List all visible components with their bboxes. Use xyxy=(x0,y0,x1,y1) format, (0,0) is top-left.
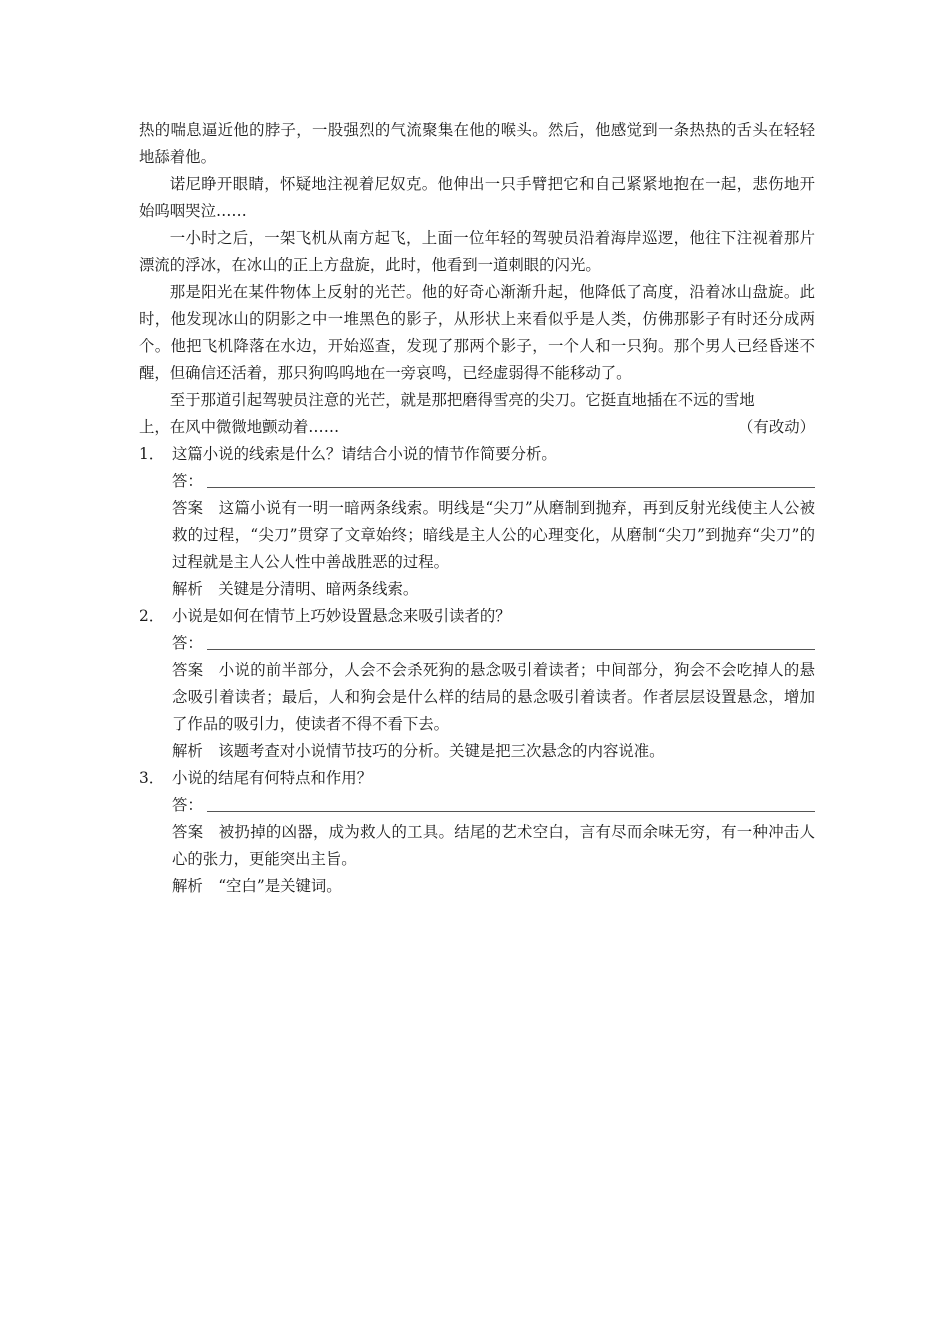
answer-underline xyxy=(207,811,815,812)
analysis-text: 该题考查对小说情节技巧的分析。关键是把三次悬念的内容说准。 xyxy=(218,742,665,760)
answer-tag: 答案 xyxy=(172,823,204,841)
analysis-tag: 解析 xyxy=(172,580,203,598)
answer-underline xyxy=(207,649,815,650)
answer-prefix: 答： xyxy=(172,472,203,490)
story-paragraph-3: 一小时之后，一架飞机从南方起飞，上面一位年轻的驾驶员沿着海岸巡逻，他往下注视着那片漂流的浮冰，在冰山的正上方盘旋，此时，他看到一道刺眼的闪光。 xyxy=(139,229,815,274)
answer-paragraph xyxy=(139,657,815,738)
source-note: （有改动） xyxy=(738,418,815,436)
question-text: 这篇小说的线索是什么？请结合小说的情节作简要分析。 xyxy=(172,445,557,463)
answer-text: 这篇小说有一明一暗两条线索。明线是“尖刀”从磨制到抛弃，再到反射光线使主人公被救的过程，“尖刀”贯穿了文章始终；暗线是主人公的心理变化，从磨制“尖刀”到抛弃“尖刀”的过程就是主人公人性中善战胜恶的过程。 xyxy=(172,499,815,571)
answer-prefix: 答： xyxy=(172,796,203,814)
question-number: 2． xyxy=(139,607,165,625)
analysis-paragraph xyxy=(139,873,815,900)
analysis-text: 关键是分清明、暗两条线索。 xyxy=(218,580,419,598)
question-1 xyxy=(139,441,815,603)
answer-underline xyxy=(207,487,815,488)
story-paragraph-2: 诺尼睁开眼睛，怀疑地注视着尼奴克。他伸出一只手臂把它和自己紧紧地抱在一起，悲伤地开始呜咽哭泣…… xyxy=(139,175,815,220)
answer-text: 小说的前半部分，人会不会杀死狗的悬念吸引着读者；中间部分，狗会不会吃掉人的悬念吸引着读者；最后，人和狗会是什么样的结局的悬念吸引着读者。作者层层设置悬念，增加了作品的吸引力，使读者不得不看下去。 xyxy=(172,661,815,733)
story-paragraph-4: 那是阳光在某件物体上反射的光芒。他的好奇心渐渐升起，他降低了高度，沿着冰山盘旋。此时，他发现冰山的阴影之中一堆黑色的影子，从形状上来看似乎是人类，仿佛那影子有时还分成两个。他把飞机降落在水边，开始巡查，发现了那两个影子，一个人和一只狗。那个男人已经昏迷不醒，但确信还活着，那只狗呜呜地在一旁哀鸣，已经虚弱得不能移动了。 xyxy=(139,283,815,382)
answer-text: 被扔掉的凶器，成为救人的工具。结尾的艺术空白，言有尽而余味无穷，有一种冲击人心的张力，更能突出主旨。 xyxy=(172,823,815,868)
analysis-paragraph xyxy=(139,576,815,603)
analysis-paragraph xyxy=(139,738,815,765)
document-page xyxy=(139,117,815,900)
question-number: 3． xyxy=(139,769,165,787)
answer-paragraph xyxy=(139,819,815,873)
answer-blank xyxy=(139,792,815,819)
question-text: 小说是如何在情节上巧妙设置悬念来吸引读者的？ xyxy=(172,607,511,625)
answer-tag: 答案 xyxy=(172,499,204,517)
answer-paragraph xyxy=(139,495,815,576)
question-2 xyxy=(139,603,815,765)
question-text: 小说的结尾有何特点和作用？ xyxy=(172,769,373,787)
analysis-text: “空白”是关键词。 xyxy=(218,877,342,895)
answer-blank xyxy=(139,468,815,495)
question-number: 1． xyxy=(139,445,165,463)
answer-prefix: 答： xyxy=(172,634,203,652)
analysis-tag: 解析 xyxy=(172,877,203,895)
story-paragraph-5-line-2 xyxy=(139,414,815,441)
analysis-tag: 解析 xyxy=(172,742,203,760)
answer-blank xyxy=(139,630,815,657)
story-paragraph-5-line-1: 至于那道引起驾驶员注意的光芒，就是那把磨得雪亮的尖刀。它挺直地插在不远的雪地 xyxy=(169,391,755,409)
story-paragraph-1: 热的喘息逼近他的脖子，一股强烈的气流聚集在他的喉头。然后，他感觉到一条热热的舌头在轻轻地舔着他。 xyxy=(139,121,815,166)
answer-tag: 答案 xyxy=(172,661,204,679)
story-paragraph-5-text: 上，在风中微微地颤动着…… xyxy=(139,418,340,436)
question-3 xyxy=(139,765,815,900)
